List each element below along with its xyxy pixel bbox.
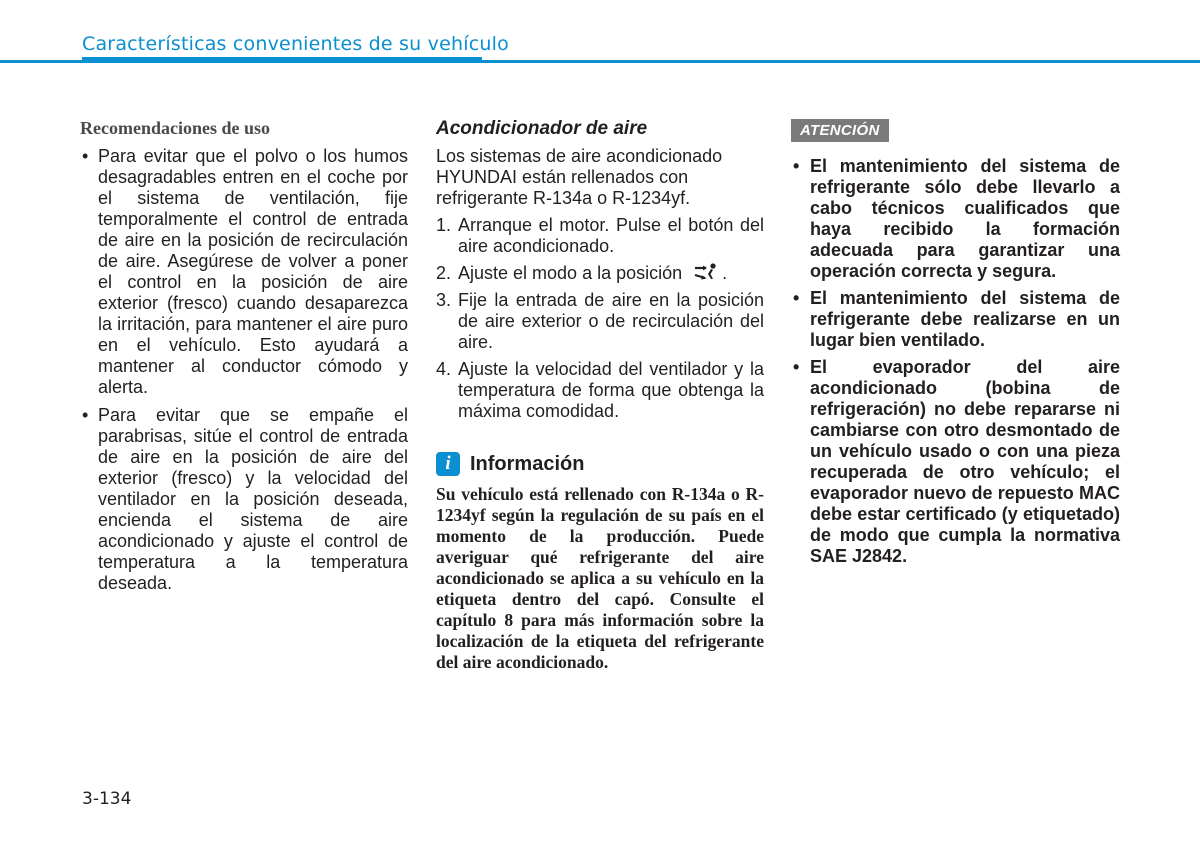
warning-list — [791, 156, 1120, 567]
step-text: Ajuste el modo a la posición — [458, 263, 683, 283]
step-item — [436, 215, 764, 257]
step-number: 3. — [436, 290, 452, 310]
step-number: 1. — [436, 215, 452, 235]
info-heading — [436, 452, 764, 476]
step-text: Fije la entrada de aire en la posición de aire exterior o de recirculación del aire. — [458, 290, 764, 352]
page-header-title: Características convenientes de su vehículo — [82, 33, 509, 55]
info-body: Su vehículo está rellenado con R-134a o R-1234yf según la regulación de su país en el momento de la producción. Puede averiguar qué refrigerante del aire acondicionado se aplica a su vehículo en la etiqueta dentro del capó. Consulte el capítulo 8 para más información sobre la localización de la etiqueta del refrigerante del aire acondicionado. — [436, 484, 764, 672]
step-text: Arranque el motor. Pulse el botón del aire acondicionado. — [458, 215, 764, 256]
warning-item: • El mantenimiento del sistema de refrigerante debe realizarse en un lugar bien ventilado. — [791, 288, 1120, 351]
step-number: 4. — [436, 359, 452, 379]
step-item — [436, 290, 764, 353]
info-icon: i — [436, 452, 460, 476]
step-text: Ajuste la velocidad del ventilador y la temperatura de forma que obtenga la máxima comodidad. — [458, 359, 764, 421]
step-item — [436, 263, 764, 284]
warning-item: • El mantenimiento del sistema de refrigerante sólo debe llevarlo a cabo técnicos cualificados que haya recibido la formación adecuada para garantizar una operación correcta y segura. — [791, 156, 1120, 282]
list-item: • Para evitar que se empañe el parabrisas, sitúe el control de entrada de aire en la posición de aire del exterior (fresco) y la velocidad del ventilador en la posición deseada, encienda el sistema de aire acondicionado y ajuste el control de temperatura a la temperatura deseada. — [80, 405, 408, 594]
steps-list — [436, 215, 764, 422]
warning-badge: ATENCIÓN — [791, 119, 889, 142]
warning-item: • El evaporador del aire acondicionado (bobina de refrigeración) no debe repararse ni cambiarse con otro desmontado de un vehículo usado o con una pieza recuperada de otro vehículo; el evaporador nuevo de repuesto MAC debe estar certificado (y etiquetado) de modo que cumpla la normativa SAE J2842. — [791, 357, 1120, 567]
column-air-conditioner — [436, 118, 764, 673]
step-number: 2. — [436, 263, 452, 283]
info-title: Información — [470, 452, 585, 475]
column-usage-recommendations — [80, 118, 408, 601]
step-item — [436, 359, 764, 422]
list-item: • Para evitar que el polvo o los humos desagradables entren en el coche por el sistema de ventilación, fije temporalmente el control de entrada de aire en la posición de recirculación de aire. Asegúrese de volver a poner el control en la posición de aire exterior (fresco) cuando desaparezca la irritación, para mantener el aire puro en el vehículo. Esto ayudará a mantener al conductor cómodo y alerta. — [80, 146, 408, 398]
column-warning — [791, 118, 1120, 573]
recommendations-list — [80, 146, 408, 594]
section-heading: Acondicionador de aire — [436, 118, 648, 139]
intro-paragraph: Los sistemas de aire acondicionado HYUNDAI están rellenados con refrigerante R-134a o R-1234yf. — [436, 146, 723, 208]
air-mode-face-feet-icon — [692, 263, 718, 281]
header-rule-accent — [82, 57, 482, 63]
page-number: 3-134 — [82, 789, 132, 809]
step-suffix: . — [722, 263, 728, 283]
section-heading: Recomendaciones de uso — [80, 118, 270, 138]
